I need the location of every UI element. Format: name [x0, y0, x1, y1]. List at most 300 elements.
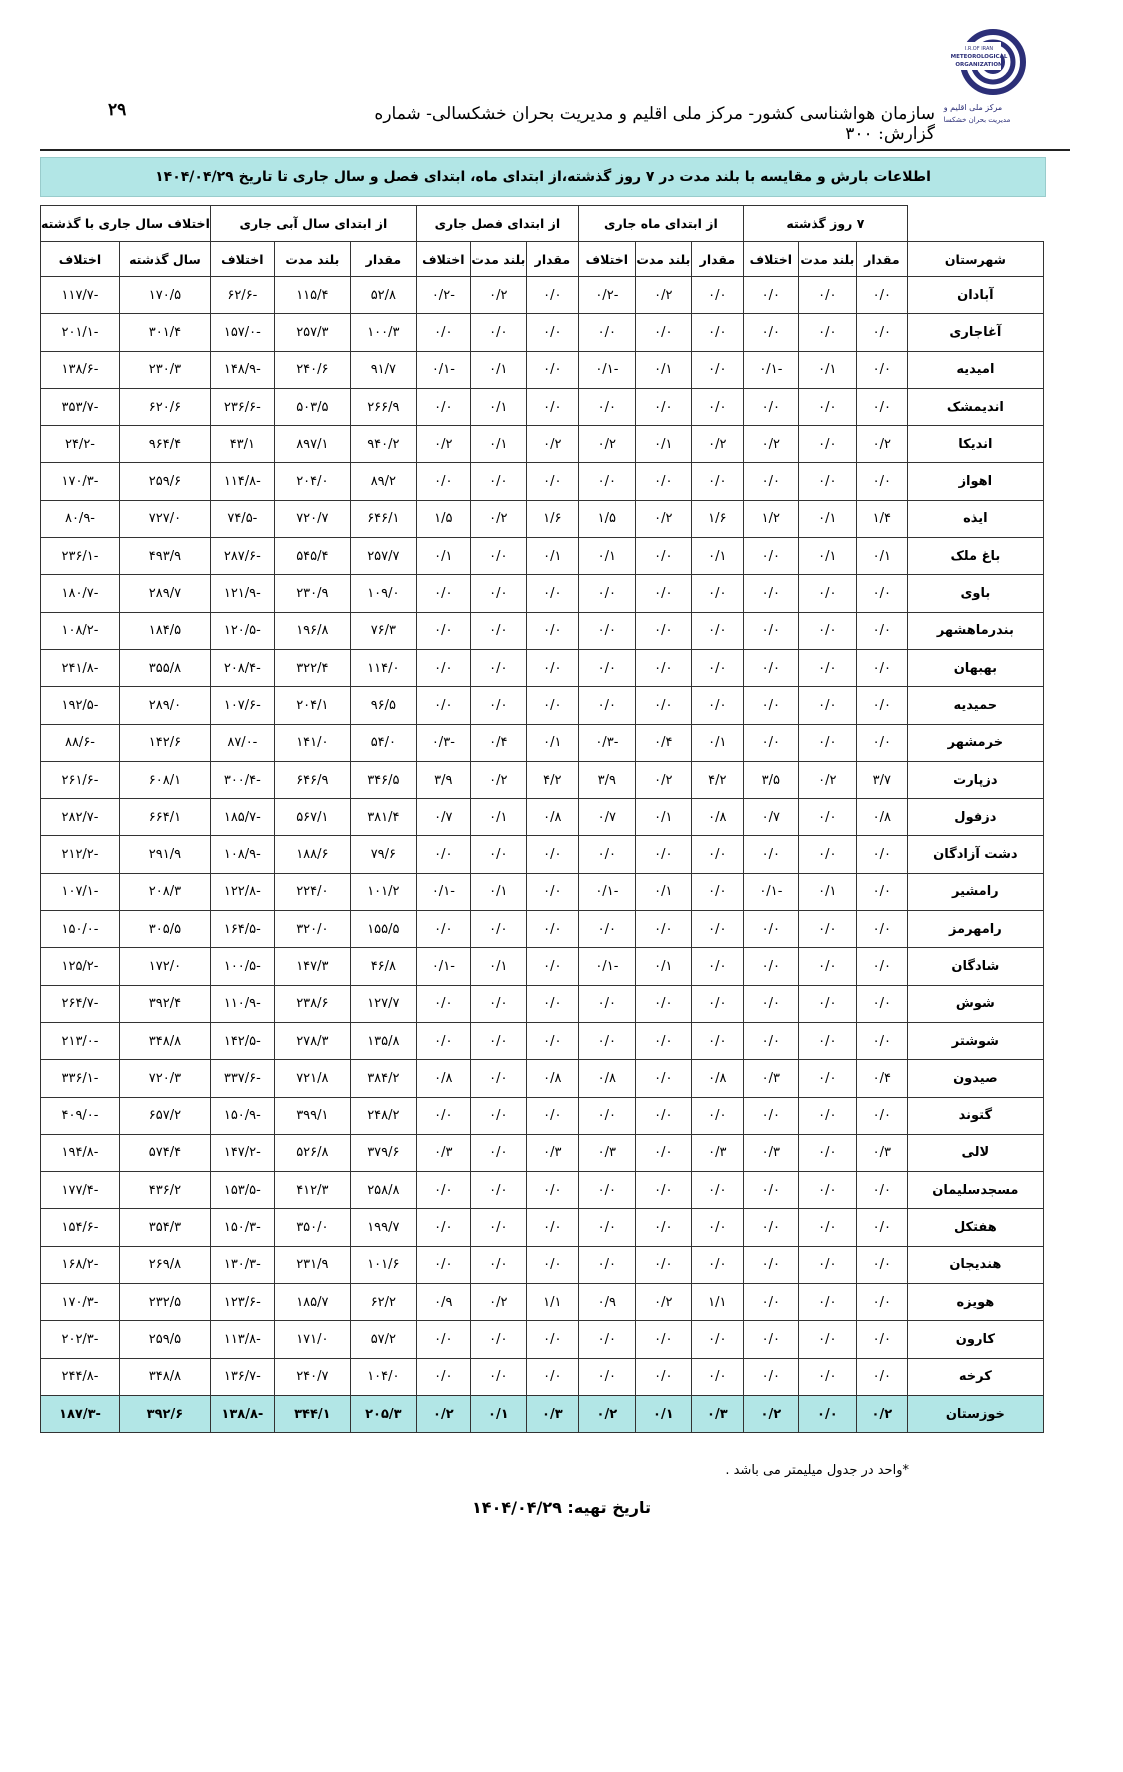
value-cell: ۰/۱ — [470, 799, 526, 836]
value-cell: -۰/۱ — [578, 351, 635, 388]
value-cell: ۰/۷ — [416, 799, 470, 836]
value-cell: ۲۳۰/۹ — [274, 575, 350, 612]
value-cell: ۲۴۸/۲ — [350, 1097, 416, 1134]
value-cell: ۱۵۵/۵ — [350, 911, 416, 948]
logo-caption-1: مرکز ملی اقلیم و — [943, 103, 1003, 112]
value-cell: ۱/۵ — [578, 500, 635, 537]
value-cell: -۳۳۶/۱ — [41, 1060, 120, 1097]
value-cell: ۵۷/۲ — [350, 1321, 416, 1358]
value-cell: ۰/۰ — [635, 388, 691, 425]
value-cell: ۰/۳ — [743, 1134, 798, 1171]
value-cell: ۰/۱ — [635, 426, 691, 463]
value-cell: -۲۶۴/۷ — [41, 985, 120, 1022]
value-cell: -۱۲۲/۸ — [210, 873, 274, 910]
value-cell: ۰/۰ — [526, 911, 578, 948]
value-cell: ۰/۰ — [743, 836, 798, 873]
value-cell: ۰/۰ — [798, 1134, 856, 1171]
value-cell: ۰/۰ — [635, 1022, 691, 1059]
value-cell: ۰/۱ — [526, 538, 578, 575]
city-cell: دشت آزادگان — [907, 836, 1043, 873]
value-cell: -۱۴۸/۹ — [210, 351, 274, 388]
value-cell: ۰/۰ — [798, 1321, 856, 1358]
value-cell: -۱۹۲/۵ — [41, 687, 120, 724]
value-cell: ۰/۲ — [743, 426, 798, 463]
value-cell: ۰/۸ — [416, 1060, 470, 1097]
value-cell: ۰/۰ — [798, 612, 856, 649]
value-cell: ۶۲/۲ — [350, 1284, 416, 1321]
value-cell: ۰/۰ — [691, 911, 743, 948]
value-cell: ۰/۰ — [798, 948, 856, 985]
value-cell: ۲۵۹/۵ — [119, 1321, 210, 1358]
value-cell: ۶۶۴/۱ — [119, 799, 210, 836]
value-cell: ۰/۰ — [635, 985, 691, 1022]
value-cell: ۰/۲ — [635, 277, 691, 314]
value-cell: ۲۵۸/۸ — [350, 1172, 416, 1209]
value-cell: ۰/۰ — [798, 1209, 856, 1246]
group-header: ۷ روز گذشته — [743, 206, 907, 242]
value-cell: ۰/۰ — [526, 1321, 578, 1358]
value-cell: -۲۳۶/۶ — [210, 388, 274, 425]
value-cell: ۰/۰ — [470, 1172, 526, 1209]
value-cell: ۱/۱ — [526, 1284, 578, 1321]
value-cell: ۰/۰ — [743, 1321, 798, 1358]
value-cell: ۰/۰ — [578, 1172, 635, 1209]
value-cell: ۰/۰ — [635, 538, 691, 575]
value-cell: ۴۹۳/۹ — [119, 538, 210, 575]
value-cell: -۱۰۸/۲ — [41, 612, 120, 649]
value-cell: ۰/۰ — [470, 1358, 526, 1395]
value-cell: ۰/۰ — [691, 836, 743, 873]
value-cell: ۷۲۰/۳ — [119, 1060, 210, 1097]
value-cell: ۰/۰ — [798, 911, 856, 948]
value-cell: ۰/۰ — [526, 575, 578, 612]
header-rule — [40, 149, 1070, 151]
value-cell: ۰/۰ — [856, 1022, 907, 1059]
value-cell: ۰/۰ — [691, 948, 743, 985]
value-cell: ۱/۶ — [691, 500, 743, 537]
value-cell: ۵۲/۸ — [350, 277, 416, 314]
table-row — [41, 761, 1044, 798]
value-cell: ۰/۰ — [578, 1321, 635, 1358]
sub-column-header: بلند مدت — [274, 242, 350, 277]
value-cell: ۷۲۰/۷ — [274, 500, 350, 537]
value-cell: ۰/۰ — [743, 649, 798, 686]
table-row — [41, 836, 1044, 873]
value-cell: ۰/۰ — [743, 538, 798, 575]
value-cell: ۰/۲ — [856, 1395, 907, 1432]
logo-text-2: METEOROLOGICAL — [950, 54, 1008, 60]
value-cell: ۱/۱ — [691, 1284, 743, 1321]
value-cell: ۳۵۵/۸ — [119, 649, 210, 686]
value-cell: ۰/۰ — [526, 873, 578, 910]
value-cell: ۰/۰ — [691, 463, 743, 500]
city-cell: گتوند — [907, 1097, 1043, 1134]
city-cell: اهواز — [907, 463, 1043, 500]
city-cell: هندیجان — [907, 1246, 1043, 1283]
value-cell: ۰/۰ — [635, 1097, 691, 1134]
value-cell: ۶۵۷/۲ — [119, 1097, 210, 1134]
value-cell: ۴/۲ — [526, 761, 578, 798]
value-cell: -۳۰۰/۴ — [210, 761, 274, 798]
value-cell: ۰/۰ — [526, 948, 578, 985]
value-cell: ۲۶۶/۹ — [350, 388, 416, 425]
value-cell: ۰/۷ — [743, 799, 798, 836]
value-cell: ۰/۱ — [798, 873, 856, 910]
value-cell: ۰/۲ — [635, 500, 691, 537]
value-cell: ۰/۰ — [856, 1358, 907, 1395]
value-cell: ۳۵۴/۳ — [119, 1209, 210, 1246]
value-cell: ۱۹۶/۸ — [274, 612, 350, 649]
value-cell: -۱۴۲/۵ — [210, 1022, 274, 1059]
value-cell: ۰/۰ — [798, 426, 856, 463]
value-cell: -۰/۲ — [578, 277, 635, 314]
value-cell: ۱۸۴/۵ — [119, 612, 210, 649]
value-cell: ۱۷۲/۰ — [119, 948, 210, 985]
value-cell: ۰/۰ — [798, 463, 856, 500]
value-cell: ۰/۱ — [470, 388, 526, 425]
value-cell: ۲۳۸/۶ — [274, 985, 350, 1022]
value-cell: -۱۲۳/۶ — [210, 1284, 274, 1321]
city-cell: شوش — [907, 985, 1043, 1022]
value-cell: ۰/۳ — [578, 1134, 635, 1171]
sub-column-header: اختلاف — [210, 242, 274, 277]
value-cell: ۰/۰ — [856, 1097, 907, 1134]
value-cell: ۰/۰ — [743, 314, 798, 351]
value-cell: ۰/۰ — [526, 463, 578, 500]
value-cell: ۳۰۱/۴ — [119, 314, 210, 351]
city-cell: اندیکا — [907, 426, 1043, 463]
value-cell: ۳۵۰/۰ — [274, 1209, 350, 1246]
table-row — [41, 314, 1044, 351]
value-cell: ۰/۰ — [691, 1209, 743, 1246]
value-cell: -۱۱۴/۸ — [210, 463, 274, 500]
value-cell: ۰/۰ — [470, 314, 526, 351]
value-cell: -۱۲۱/۹ — [210, 575, 274, 612]
value-cell: -۲۱۲/۲ — [41, 836, 120, 873]
value-cell: ۰/۰ — [743, 687, 798, 724]
value-cell: ۲۰۵/۳ — [350, 1395, 416, 1432]
city-cell: بندرماهشهر — [907, 612, 1043, 649]
value-cell: ۰/۰ — [470, 1134, 526, 1171]
value-cell: ۰/۱ — [856, 538, 907, 575]
value-cell: -۱۵۰/۹ — [210, 1097, 274, 1134]
value-cell: -۱۵۳/۵ — [210, 1172, 274, 1209]
value-cell: ۰/۰ — [798, 724, 856, 761]
value-cell: ۲۰۴/۰ — [274, 463, 350, 500]
value-cell: ۰/۰ — [743, 463, 798, 500]
value-cell: -۱۰۰/۵ — [210, 948, 274, 985]
value-cell: ۹۶/۵ — [350, 687, 416, 724]
group-header: اختلاف سال جاری با گذشته — [41, 206, 211, 242]
value-cell: -۰/۱ — [416, 873, 470, 910]
value-cell: ۰/۱ — [470, 873, 526, 910]
value-cell: ۰/۲ — [470, 500, 526, 537]
value-cell: ۰/۰ — [798, 1246, 856, 1283]
value-cell: ۱۸۸/۶ — [274, 836, 350, 873]
value-cell: -۰/۱ — [743, 351, 798, 388]
value-cell: ۰/۰ — [526, 351, 578, 388]
value-cell: ۰/۰ — [856, 948, 907, 985]
value-cell: ۱۰۱/۶ — [350, 1246, 416, 1283]
value-cell: ۰/۰ — [798, 836, 856, 873]
sub-column-header: مقدار — [350, 242, 416, 277]
value-cell: ۰/۰ — [743, 575, 798, 612]
value-cell: ۰/۰ — [416, 388, 470, 425]
value-cell: -۱۵۰/۰ — [41, 911, 120, 948]
value-cell: ۰/۰ — [798, 1022, 856, 1059]
value-cell: ۰/۰ — [635, 314, 691, 351]
value-cell: ۰/۱ — [691, 724, 743, 761]
value-cell: ۰/۰ — [578, 575, 635, 612]
value-cell: ۰/۱ — [526, 724, 578, 761]
value-cell: ۰/۰ — [856, 724, 907, 761]
value-cell: ۰/۰ — [856, 649, 907, 686]
value-cell: ۰/۰ — [416, 687, 470, 724]
value-cell: ۰/۸ — [856, 799, 907, 836]
value-cell: ۰/۰ — [743, 724, 798, 761]
value-cell: ۲۲۴/۰ — [274, 873, 350, 910]
value-cell: ۴۶/۸ — [350, 948, 416, 985]
sub-column-header: بلند مدت — [470, 242, 526, 277]
group-header: از ابتدای فصل جاری — [416, 206, 578, 242]
value-cell: ۰/۲ — [416, 426, 470, 463]
value-cell: -۰/۱ — [578, 873, 635, 910]
value-cell: ۰/۰ — [416, 1172, 470, 1209]
value-cell: ۰/۰ — [635, 649, 691, 686]
value-cell: ۰/۰ — [635, 1209, 691, 1246]
value-cell: ۳۹۲/۶ — [119, 1395, 210, 1432]
value-cell: -۲۶۱/۶ — [41, 761, 120, 798]
value-cell: ۰/۸ — [526, 1060, 578, 1097]
table-row — [41, 1284, 1044, 1321]
city-cell: امیدیه — [907, 351, 1043, 388]
value-cell: ۲۸۹/۰ — [119, 687, 210, 724]
value-cell: ۰/۰ — [578, 687, 635, 724]
value-cell: ۰/۰ — [635, 1246, 691, 1283]
value-cell: ۰/۰ — [470, 1022, 526, 1059]
value-cell: ۲۰۸/۳ — [119, 873, 210, 910]
table-row — [41, 1097, 1044, 1134]
value-cell: ۱۰۴/۰ — [350, 1358, 416, 1395]
value-cell: ۰/۰ — [691, 873, 743, 910]
value-cell: ۲۰۴/۱ — [274, 687, 350, 724]
value-cell: ۰/۰ — [798, 1172, 856, 1209]
value-cell: ۰/۰ — [578, 1358, 635, 1395]
value-cell: ۰/۰ — [856, 911, 907, 948]
value-cell: ۰/۰ — [578, 1209, 635, 1246]
value-cell: ۰/۰ — [526, 649, 578, 686]
value-cell: ۰/۰ — [578, 314, 635, 351]
sub-column-header: مقدار — [856, 242, 907, 277]
value-cell: ۰/۰ — [578, 649, 635, 686]
value-cell: ۰/۳ — [526, 1395, 578, 1432]
value-cell: ۰/۰ — [743, 948, 798, 985]
value-cell: ۰/۰ — [526, 985, 578, 1022]
value-cell: ۰/۰ — [635, 612, 691, 649]
value-cell: ۰/۰ — [416, 1321, 470, 1358]
value-cell: ۰/۰ — [691, 1097, 743, 1134]
value-cell: ۰/۰ — [856, 277, 907, 314]
value-cell: ۲۶۹/۸ — [119, 1246, 210, 1283]
value-cell: -۱۶۸/۲ — [41, 1246, 120, 1283]
value-cell: ۰/۰ — [691, 1022, 743, 1059]
value-cell: ۰/۰ — [691, 985, 743, 1022]
value-cell: ۳۰۵/۵ — [119, 911, 210, 948]
value-cell: ۵۲۶/۸ — [274, 1134, 350, 1171]
value-cell: ۰/۱ — [416, 538, 470, 575]
value-cell: -۱۶۴/۵ — [210, 911, 274, 948]
value-cell: ۲۹۱/۹ — [119, 836, 210, 873]
value-cell: ۰/۰ — [470, 649, 526, 686]
value-cell: ۰/۰ — [635, 911, 691, 948]
value-cell: ۰/۰ — [743, 911, 798, 948]
value-cell: -۲۰۲/۳ — [41, 1321, 120, 1358]
value-cell: ۰/۳ — [856, 1134, 907, 1171]
value-cell: ۰/۰ — [743, 1358, 798, 1395]
value-cell: -۱۸۰/۷ — [41, 575, 120, 612]
value-cell: ۰/۲ — [635, 761, 691, 798]
value-cell: ۰/۰ — [470, 463, 526, 500]
table-row — [41, 985, 1044, 1022]
value-cell: -۱۳۸/۶ — [41, 351, 120, 388]
corner-blank — [907, 206, 1043, 242]
table-row — [41, 463, 1044, 500]
value-cell: ۰/۰ — [416, 985, 470, 1022]
value-cell: ۰/۰ — [416, 911, 470, 948]
table-row — [41, 799, 1044, 836]
value-cell: -۱۰۸/۹ — [210, 836, 274, 873]
value-cell: ۰/۰ — [526, 1246, 578, 1283]
sub-column-header: سال گذشته — [119, 242, 210, 277]
value-cell: ۰/۰ — [470, 836, 526, 873]
value-cell: -۱۳۸/۸ — [210, 1395, 274, 1432]
value-cell: ۰/۰ — [470, 575, 526, 612]
table-row — [41, 948, 1044, 985]
value-cell: ۰/۰ — [691, 649, 743, 686]
value-cell: -۱۸۵/۷ — [210, 799, 274, 836]
value-cell: ۷۲۱/۸ — [274, 1060, 350, 1097]
table-row — [41, 687, 1044, 724]
value-cell: ۱/۵ — [416, 500, 470, 537]
value-cell: ۳۸۴/۲ — [350, 1060, 416, 1097]
value-cell: ۰/۰ — [743, 1172, 798, 1209]
value-cell: ۰/۰ — [856, 1284, 907, 1321]
value-cell: -۳۳۷/۶ — [210, 1060, 274, 1097]
table-row — [41, 612, 1044, 649]
value-cell: ۲۳۱/۹ — [274, 1246, 350, 1283]
value-cell: ۰/۰ — [691, 687, 743, 724]
logo-text-1: I.R.OF IRAN — [964, 46, 994, 52]
sub-column-header: مقدار — [691, 242, 743, 277]
value-cell: -۱۲۵/۲ — [41, 948, 120, 985]
value-cell: ۶۰۸/۱ — [119, 761, 210, 798]
value-cell: ۷۶/۳ — [350, 612, 416, 649]
table-row — [41, 500, 1044, 537]
city-cell: دزفول — [907, 799, 1043, 836]
value-cell: ۴/۲ — [691, 761, 743, 798]
city-cell: بهبهان — [907, 649, 1043, 686]
group-header: از ابتدای ماه جاری — [578, 206, 743, 242]
city-cell: هویزه — [907, 1284, 1043, 1321]
value-cell: ۰/۳ — [691, 1134, 743, 1171]
value-cell: -۸۸/۶ — [41, 724, 120, 761]
value-cell: ۰/۰ — [743, 388, 798, 425]
value-cell: ۰/۱ — [578, 538, 635, 575]
value-cell: ۱۲۷/۷ — [350, 985, 416, 1022]
value-cell: ۴۳/۱ — [210, 426, 274, 463]
value-cell: ۰/۲ — [526, 426, 578, 463]
value-cell: ۰/۱ — [635, 1395, 691, 1432]
value-cell: -۲۰۸/۴ — [210, 649, 274, 686]
value-cell: ۰/۰ — [743, 1097, 798, 1134]
value-cell: ۵۴/۰ — [350, 724, 416, 761]
value-cell: ۰/۰ — [416, 1209, 470, 1246]
value-cell: ۰/۴ — [470, 724, 526, 761]
value-cell: ۰/۲ — [578, 1395, 635, 1432]
value-cell: ۹۱/۷ — [350, 351, 416, 388]
value-cell: -۱۱۷/۷ — [41, 277, 120, 314]
value-cell: -۲۸۲/۷ — [41, 799, 120, 836]
city-cell: کرخه — [907, 1358, 1043, 1395]
value-cell: ۰/۰ — [526, 1022, 578, 1059]
value-cell: ۰/۰ — [798, 1097, 856, 1134]
value-cell: ۳۲۰/۰ — [274, 911, 350, 948]
value-cell: ۰/۰ — [743, 985, 798, 1022]
value-cell: ۰/۰ — [526, 1172, 578, 1209]
value-cell: ۱/۶ — [526, 500, 578, 537]
value-cell: ۰/۰ — [416, 612, 470, 649]
value-cell: ۰/۰ — [798, 799, 856, 836]
value-cell: ۰/۰ — [416, 1246, 470, 1283]
value-cell: -۱۷۰/۳ — [41, 1284, 120, 1321]
city-cell: ایذه — [907, 500, 1043, 537]
value-cell: ۰/۰ — [798, 1284, 856, 1321]
value-cell: ۱۰۱/۲ — [350, 873, 416, 910]
table-row — [41, 724, 1044, 761]
value-cell: ۰/۱ — [470, 351, 526, 388]
table-row — [41, 873, 1044, 910]
value-cell: ۹۴۰/۲ — [350, 426, 416, 463]
value-cell: ۰/۰ — [798, 314, 856, 351]
value-cell: ۳۸۱/۴ — [350, 799, 416, 836]
value-cell: ۰/۰ — [743, 612, 798, 649]
value-cell: ۱۴۲/۶ — [119, 724, 210, 761]
value-cell: ۲۴۰/۶ — [274, 351, 350, 388]
value-cell: ۰/۷ — [578, 799, 635, 836]
value-cell: -۸۰/۹ — [41, 500, 120, 537]
value-cell: ۰/۰ — [635, 1134, 691, 1171]
value-cell: ۰/۰ — [635, 1060, 691, 1097]
value-cell: ۰/۹ — [416, 1284, 470, 1321]
value-cell: ۴۳۶/۲ — [119, 1172, 210, 1209]
value-cell: ۰/۰ — [798, 649, 856, 686]
value-cell: ۰/۰ — [526, 388, 578, 425]
table-row — [41, 1134, 1044, 1171]
value-cell: -۱۰۷/۱ — [41, 873, 120, 910]
table-row — [41, 1022, 1044, 1059]
value-cell: ۰/۲ — [470, 277, 526, 314]
value-cell: ۷۹/۶ — [350, 836, 416, 873]
value-cell: ۰/۰ — [578, 388, 635, 425]
value-cell: ۰/۰ — [691, 314, 743, 351]
value-cell: ۰/۰ — [856, 985, 907, 1022]
value-cell: -۰/۱ — [416, 351, 470, 388]
value-cell: ۳۴۸/۸ — [119, 1358, 210, 1395]
value-cell: ۰/۱ — [635, 799, 691, 836]
value-cell: ۰/۲ — [416, 1395, 470, 1432]
table-row — [41, 911, 1044, 948]
table-title: اطلاعات بارش و مقایسه با بلند مدت در ۷ روز گذشته،از ابتدای ماه، ابتدای فصل و سال جاری تا تاریخ ۱۴۰۴/۰۴/۲۹ — [40, 157, 1046, 197]
